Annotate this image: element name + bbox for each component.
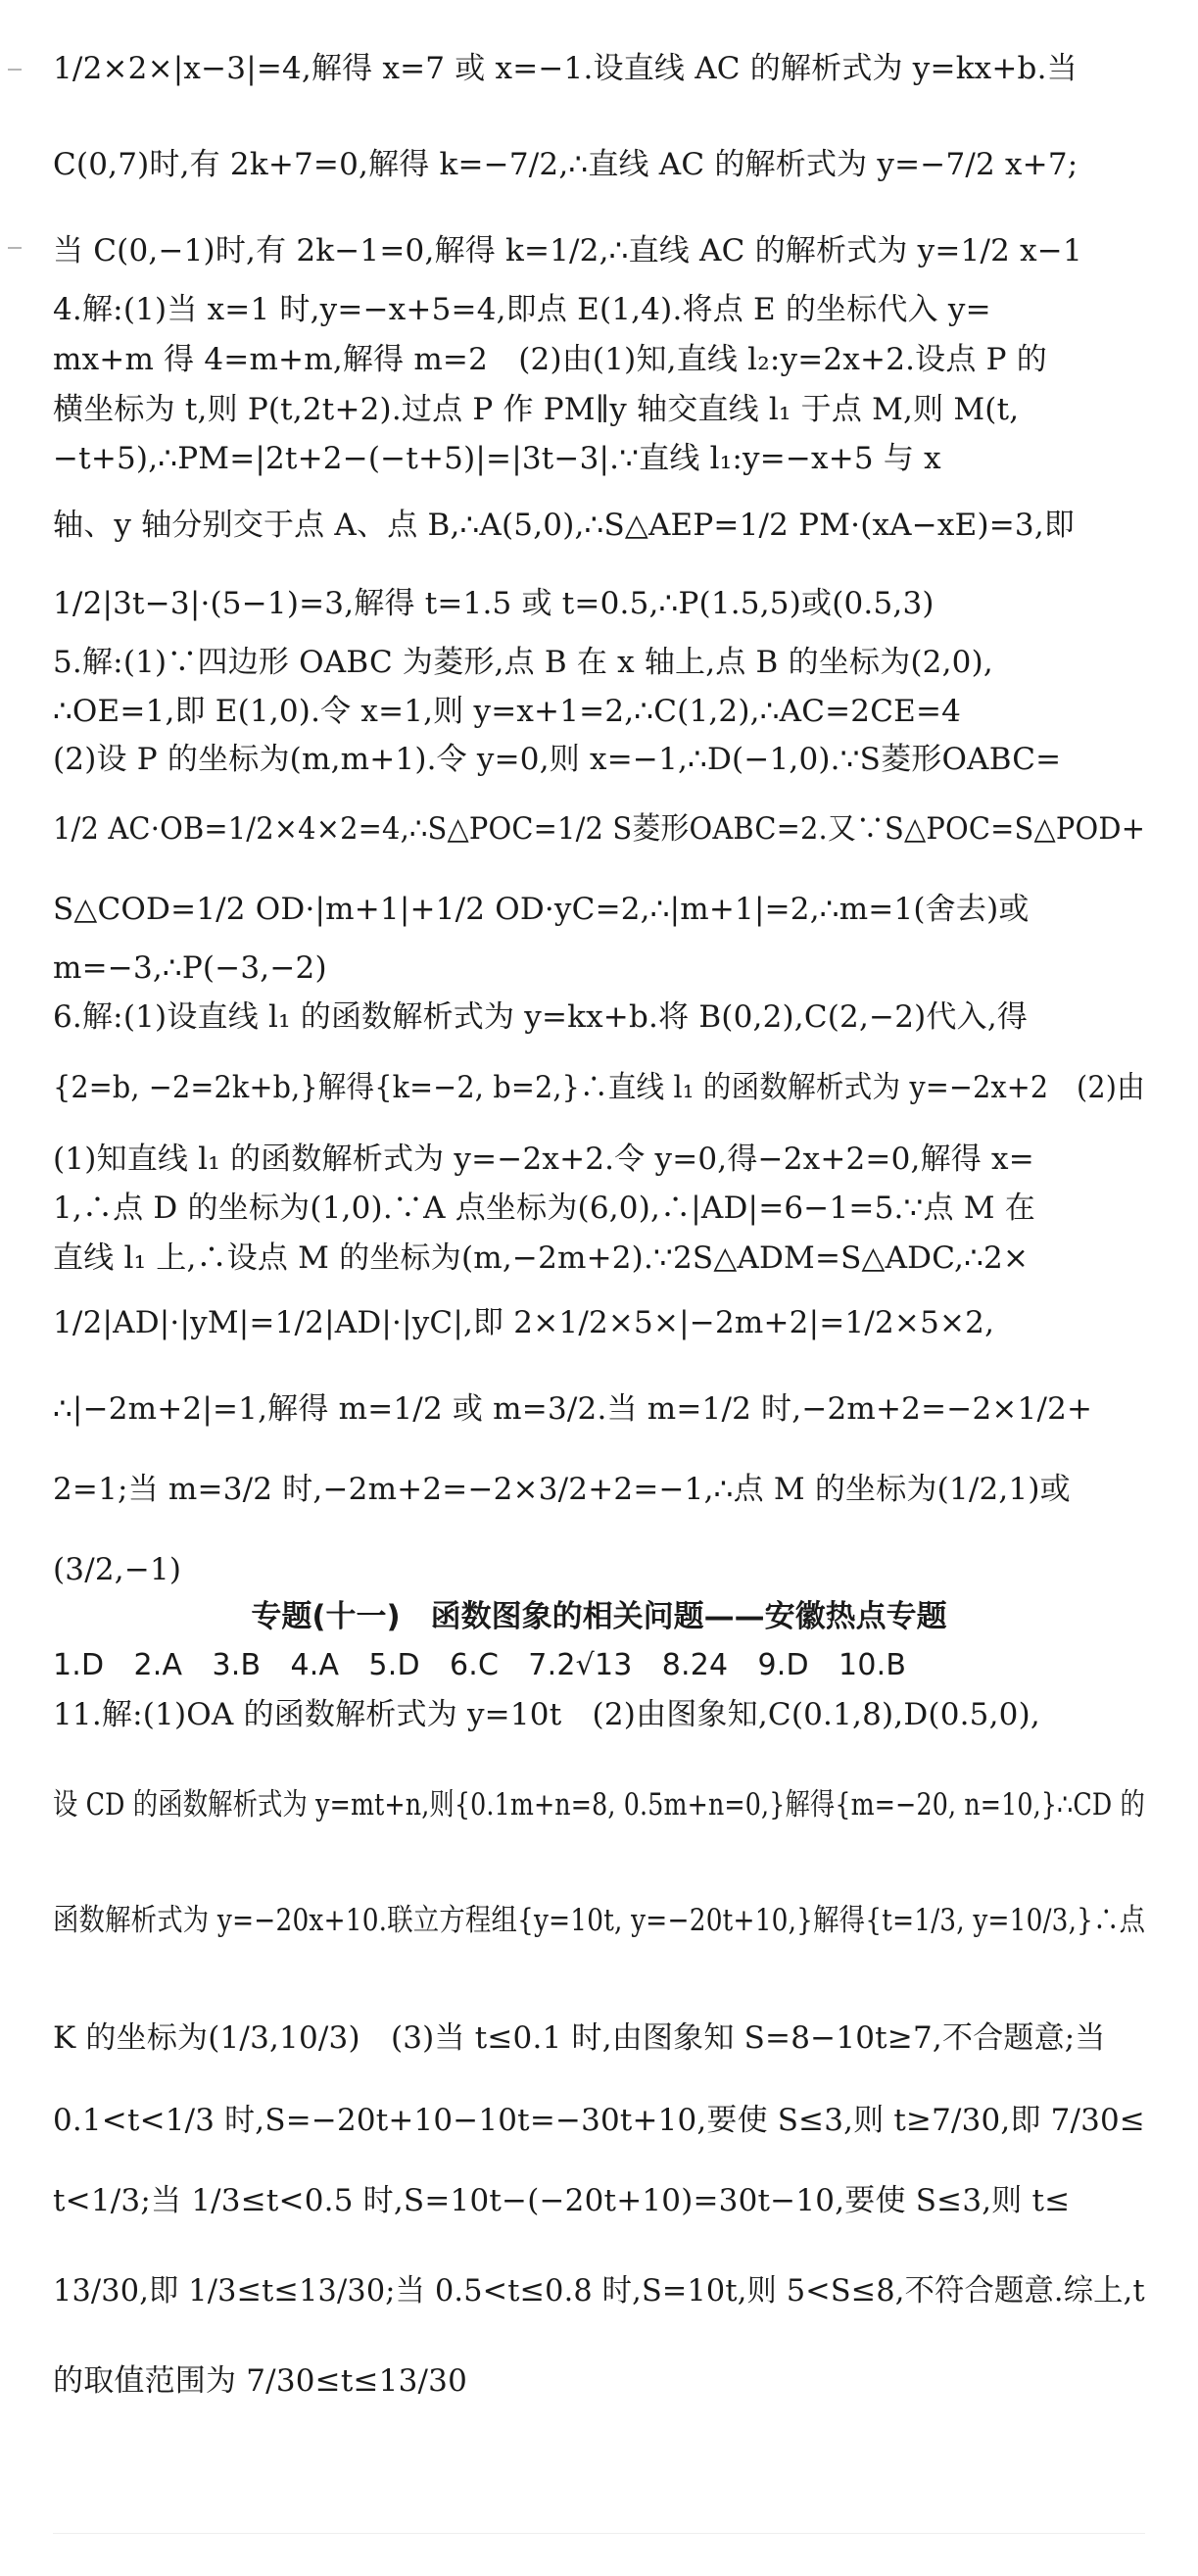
text-line: 4.解:(1)当 x=1 时,y=−x+5=4,即点 E(1,4).将点 E 的坐标代入 y= xyxy=(53,292,991,327)
margin-mark xyxy=(8,247,22,249)
text-line: 的取值范围为 7/30≤t≤13/30 xyxy=(53,2363,468,2399)
text-line: (2)设 P 的坐标为(m,m+1).令 y=0,则 x=−1,∴D(−1,0).∵S菱形OABC= xyxy=(53,742,1062,777)
text-line: 函数解析式为 y=−20x+10.联立方程组{y=10t, y=−20t+10,}解得{t=1/3, y=10/3,}∴点 xyxy=(53,1903,1146,1938)
text-line: 1/2|3t−3|·(5−1)=3,解得 t=1.5 或 t=0.5,∴P(1.5,5)或(0.5,3) xyxy=(53,586,934,621)
text-line: 设 CD 的函数解析式为 y=mt+n,则{0.1m+n=8, 0.5m+n=0,}解得{m=−20, n=10,}∴CD 的 xyxy=(53,1787,1145,1823)
page-bottom-rule xyxy=(53,2533,1145,2534)
text-line: 1/2×2×|x−3|=4,解得 x=7 或 x=−1.设直线 AC 的解析式为 y=kx+b.当 xyxy=(53,51,1078,86)
text-line: 当 C(0,−1)时,有 2k−1=0,解得 k=1/2,∴直线 AC 的解析式为 y=1/2 x−1 xyxy=(53,233,1082,268)
text-line: −t+5),∴PM=|2t+2−(−t+5)|=|3t−3|.∵直线 l₁:y=−x+5 与 x xyxy=(53,441,941,476)
text-line: K 的坐标为(1/3,10/3) (3)当 t≤0.1 时,由图象知 S=8−10t≥7,不合题意;当 xyxy=(53,2020,1106,2056)
text-line: 13/30,即 1/3≤t≤13/30;当 0.5<t≤0.8 时,S=10t,则 5<S≤8,不符合题意.综上,t xyxy=(53,2273,1145,2309)
answer-row: 1.D 2.A 3.B 4.A 5.D 6.C 7.2√13 8.24 9.D 10.B xyxy=(53,1648,907,1682)
text-line: {2=b, −2=2k+b,}解得{k=−2, b=2,}∴直线 l₁ 的函数解析式为 y=−2x+2 (2)由 xyxy=(53,1070,1145,1105)
text-line: 11.解:(1)OA 的函数解析式为 y=10t (2)由图象知,C(0.1,8),D(0.5,0), xyxy=(53,1697,1040,1732)
text-line: 直线 l₁ 上,∴设点 M 的坐标为(m,−2m+2).∵2S△ADM=S△ADC,∴2× xyxy=(53,1240,1030,1276)
text-line: 2=1;当 m=3/2 时,−2m+2=−2×3/2+2=−1,∴点 M 的坐标为(1/2,1)或 xyxy=(53,1472,1071,1507)
text-line: 0.1<t<1/3 时,S=−20t+10−10t=−30t+10,要使 S≤3,则 t≥7/30,即 7/30≤ xyxy=(53,2103,1146,2138)
text-line: ∴|−2m+2|=1,解得 m=1/2 或 m=3/2.当 m=1/2 时,−2m+2=−2×1/2+ xyxy=(53,1391,1093,1427)
text-line: C(0,7)时,有 2k+7=0,解得 k=−7/2,∴直线 AC 的解析式为 y=−7/2 x+7; xyxy=(53,147,1078,182)
text-line: 1,∴点 D 的坐标为(1,0).∵A 点坐标为(6,0),∴|AD|=6−1=5.∵点 M 在 xyxy=(53,1191,1035,1226)
margin-mark xyxy=(8,69,22,71)
text-line: 6.解:(1)设直线 l₁ 的函数解析式为 y=kx+b.将 B(0,2),C(2,−2)代入,得 xyxy=(53,999,1029,1035)
text-line: 1/2 AC·OB=1/2×4×2=4,∴S△POC=1/2 S菱形OABC=2.又∵S△POC=S△POD+ xyxy=(53,811,1146,847)
text-line: (1)知直线 l₁ 的函数解析式为 y=−2x+2.令 y=0,得−2x+2=0,解得 x= xyxy=(53,1142,1034,1177)
text-line: 横坐标为 t,则 P(t,2t+2).过点 P 作 PM∥y 轴交直线 l₁ 于点 M,则 M(t, xyxy=(53,392,1020,427)
text-line: mx+m 得 4=m+m,解得 m=2 (2)由(1)知,直线 l₂:y=2x+2.设点 P 的 xyxy=(53,342,1047,377)
text-line: m=−3,∴P(−3,−2) xyxy=(53,950,327,986)
text-line: t<1/3;当 1/3≤t<0.5 时,S=10t−(−20t+10)=30t−10,要使 S≤3,则 t≤ xyxy=(53,2183,1071,2218)
text-line: 1/2|AD|·|yM|=1/2|AD|·|yC|,即 2×1/2×5×|−2m+2|=1/2×5×2, xyxy=(53,1305,995,1340)
text-line: 轴、y 轴分别交于点 A、点 B,∴A(5,0),∴S△AEP=1/2 PM·(xA−xE)=3,即 xyxy=(53,508,1076,543)
text-line: ∴OE=1,即 E(1,0).令 x=1,则 y=x+1=2,∴C(1,2),∴AC=2CE=4 xyxy=(53,694,962,729)
text-line: (3/2,−1) xyxy=(53,1552,182,1587)
section-heading: 专题(十一) 函数图象的相关问题——安徽热点专题 xyxy=(251,1599,947,1634)
text-line: 5.解:(1)∵四边形 OABC 为菱形,点 B 在 x 轴上,点 B 的坐标为(2,0), xyxy=(53,645,993,680)
text-line: S△COD=1/2 OD·|m+1|+1/2 OD·yC=2,∴|m+1|=2,∴m=1(舍去)或 xyxy=(53,892,1030,927)
